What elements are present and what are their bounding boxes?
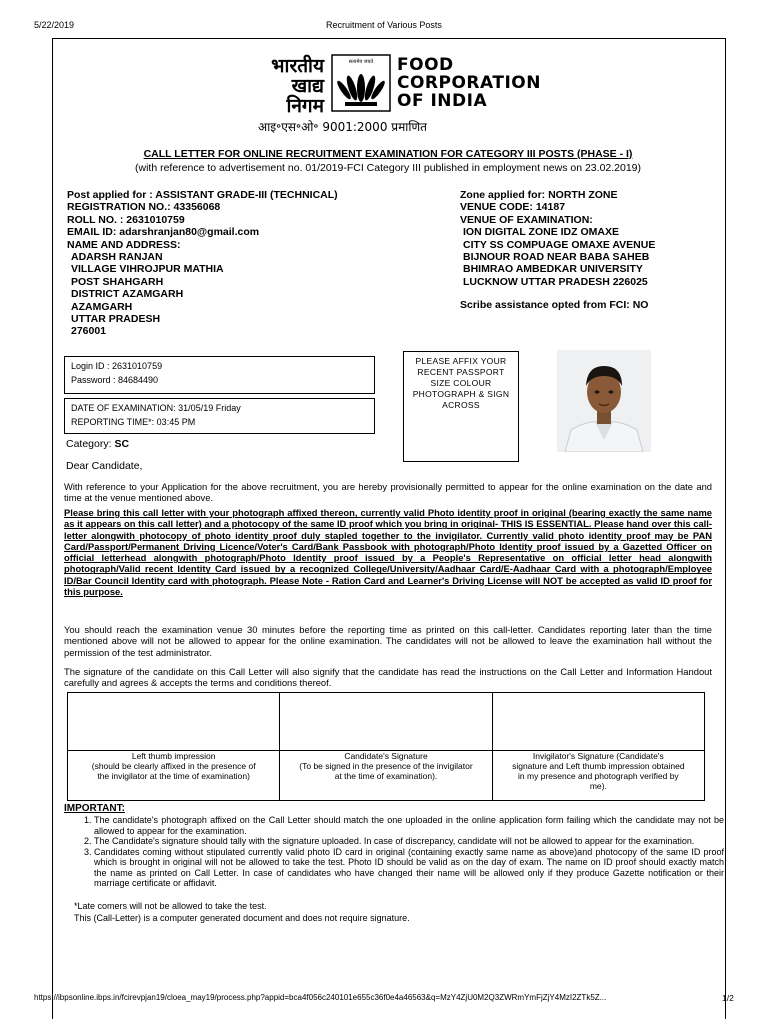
candidate-signature-cell (280, 693, 492, 751)
print-date: 5/22/2019 (34, 20, 75, 30)
thumb-impression-cell (68, 693, 280, 751)
invigilator-signature-cell (492, 693, 704, 751)
venue-details: Zone applied for: NORTH ZONE VENUE CODE: 14187 VENUE OF EXAMINATION: ION DIGITAL ZONE IDZ OMAXE CITY SS COMPUAGE OMAXE AVENUE BIJNOUR ROAD NEAR BABA SAHEB BHIMRAO AMBEDKAR UNIVERSITY LUCKNOW UTTAR PRADESH 226025 Scribe assistance opted from FCI: NO (460, 189, 656, 312)
id-proof-instructions: Please bring this call letter with your photograph affixed thereon, currently valid Photo identity proof in original (bearing exactly the same name as it appears on this call letter) and a photocopy of the same ID proof which you bring in original- THIS IS ESSENTIAL. Please hand over this call-letter alongwith photocopy of photo identity proof duly stapled together to the invigilator. Currently valid photo identity proof may be PAN Card/Passport/Permanent Driving Licence/Voter's Card/Bank Passbook with photograph/Photo Identity proof issued by a Gazetted Officer on official letterhead alongwith photograph/Photo Identity proof issued by a People's Representative on official letter head alongwith photograph/Valid recent Identity Card issued by a recognized College/University/Aadhaar Card/E-Aadhaar Card with a photograph/Employee ID/Bar Council Identity card with photograph. Please Note - Ration Card and Learner's Driving License will NOT be accepted as valid ID proof for this purpose. (64, 507, 712, 598)
print-page-title: Recruitment of Various Posts (326, 20, 442, 30)
important-item-3: 3. Candidates coming without stipulated currently valid photo ID card in original (containing exactly same name as above)and photocopy of the same ID proof which is brought in original will not be allowed to take the test. Photo ID should be valid as on the day of exam. The name on ID proof should exactly match the name as printed on Call Letter. In case of candidates who have changed their name will be allowed only if they produce Gazette notification or their marriage certificate or affidavit. (94, 847, 724, 889)
fci-emblem-icon (331, 54, 391, 112)
signature-table (67, 692, 705, 801)
greeting: Dear Candidate, (66, 460, 143, 472)
reporting-time-paragraph: You should reach the examination venue 30 minutes before the reporting time as printed on this call-letter. Candidates reporting later than the time mentioned above will not be allowed to appear for the online examination. The candidates will not be allowed to leave the examination hall without the permission of the test administrator. (64, 624, 712, 658)
important-item-2: 2. The Candidate's signature should tally with the signature uploaded. In case of discrepancy, candidate will not be allowed to appear for the examination. (94, 836, 724, 847)
thumb-impression-caption: Left thumb impression (should be clearly affixed in the presence of the invigilator at the time of examination) (68, 751, 280, 801)
letter-title: CALL LETTER FOR ONLINE RECRUITMENT EXAMINATION FOR CATEGORY III POSTS (PHASE - I) (143, 148, 633, 160)
signature-consent-paragraph: The signature of the candidate on this Call Letter will also signify that the candidate has read the instructions on the Call Letter and Information Handout carefully and agrees & accepts the terms and conditions thereof. (64, 666, 712, 689)
important-item-1: 1. The candidate's photograph affixed on the Call Letter should match the one uploaded in the online application form failing which the candidate may not be allowed to appear for the examination. (94, 815, 724, 836)
late-comers-note: *Late comers will not be allowed to take the test. (74, 901, 267, 911)
footer-page-number: 1/2 (722, 993, 734, 1003)
login-box: Login ID : 2631010759 Password : 84684490 (64, 356, 375, 394)
affix-photo-box: PLEASE AFFIX YOUR RECENT PASSPORT SIZE COLOUR PHOTOGRAPH & SIGN ACROSS (403, 351, 519, 462)
exam-schedule-box: DATE OF EXAMINATION: 31/05/19 Friday REPORTING TIME*: 03:45 PM (64, 398, 375, 434)
candidate-signature-caption: Candidate's Signature (To be signed in the presence of the invigilator at the time of examination). (280, 751, 492, 801)
candidate-details: Post applied for : ASSISTANT GRADE-III (TECHNICAL) REGISTRATION NO.: 43356068 ROLL NO. : 2631010759 EMAIL ID: adarshranjan80@gmail.com NAME AND ADDRESS: ADARSH RANJAN VILLAGE VIHROJPUR MATHIA POST SHAHGARH DISTRICT AZAMGARH AZAMGARH UTTAR PRADESH 276001 (67, 189, 338, 338)
iso-certification: आइ॰एस॰ओ॰ 9001:2000 प्रमाणित (258, 120, 428, 134)
logo-english: FOOD CORPORATION OF INDIA (397, 55, 541, 111)
candidate-photo (557, 350, 651, 452)
svg-text:सत्यमेव जयते: सत्यमेव जयते (348, 59, 374, 65)
footer-url[interactable]: https://ibpsonline.ibps.in/fcirevpjan19/cloea_may19/process.php?appid=bca4f056c240101e655c36f0e4a46563&q=MzY4ZjU0M2Q3ZWRmYmFjZjY4MzI2ZTk5Z... (34, 993, 607, 1002)
logo-hindi: भारतीय खाद्य निगम (271, 55, 324, 117)
important-heading: IMPORTANT: (64, 803, 125, 814)
category-line: Category: SC (66, 438, 130, 450)
important-list (64, 815, 724, 889)
permission-paragraph: With reference to your Application for the above recruitment, you are hereby provisionally permitted to appear for the online examination on the date and time at the venue mentioned above. (64, 481, 712, 504)
computer-generated-note: This (Call-Letter) is a computer generated document and does not require signature. (74, 913, 410, 923)
letter-subtitle: (with reference to advertisement no. 01/2019-FCI Category III published in employment news on 23.02.2019) (134, 162, 642, 174)
invigilator-signature-caption: Invigilator's Signature (Candidate's signature and Left thumb impression obtained in my presence and photograph verified by me). (492, 751, 704, 801)
